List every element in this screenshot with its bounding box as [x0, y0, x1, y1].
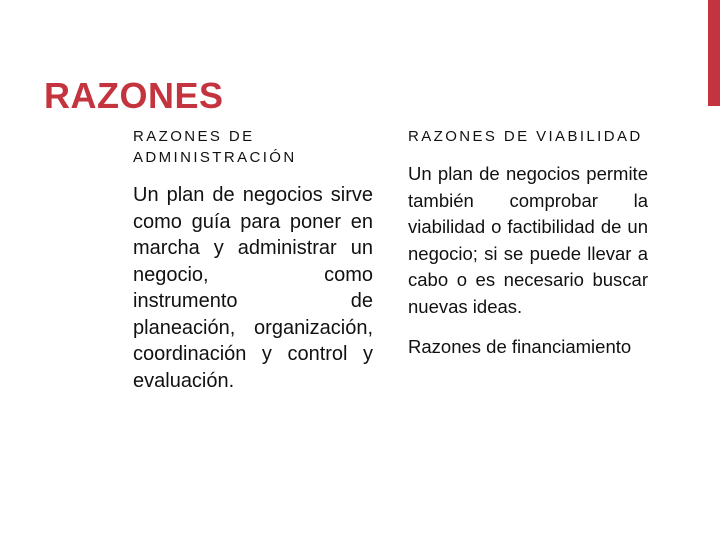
- viability-text: Un plan de negocios permite también comprobar la viabilidad o factibilidad de un negocio; si se puede llevar a cabo o es necesario buscar nuevas ideas.: [408, 163, 648, 317]
- administration-heading: RAZONES DE ADMINISTRACIÓN: [133, 128, 297, 166]
- administration-column: [133, 126, 373, 394]
- slide-title: RAZONES: [44, 75, 224, 116]
- financing-text: Razones de financiamiento: [408, 336, 632, 357]
- viability-column: [408, 126, 648, 361]
- administration-text: Un plan de negocios sirve como guía para poner en marcha y administrar un negocio, como instrumento de planeación, organización, coordinación y control y evaluación.: [133, 184, 373, 392]
- accent-bar: [708, 0, 720, 106]
- viability-heading: RAZONES DE VIABILIDAD: [408, 128, 643, 145]
